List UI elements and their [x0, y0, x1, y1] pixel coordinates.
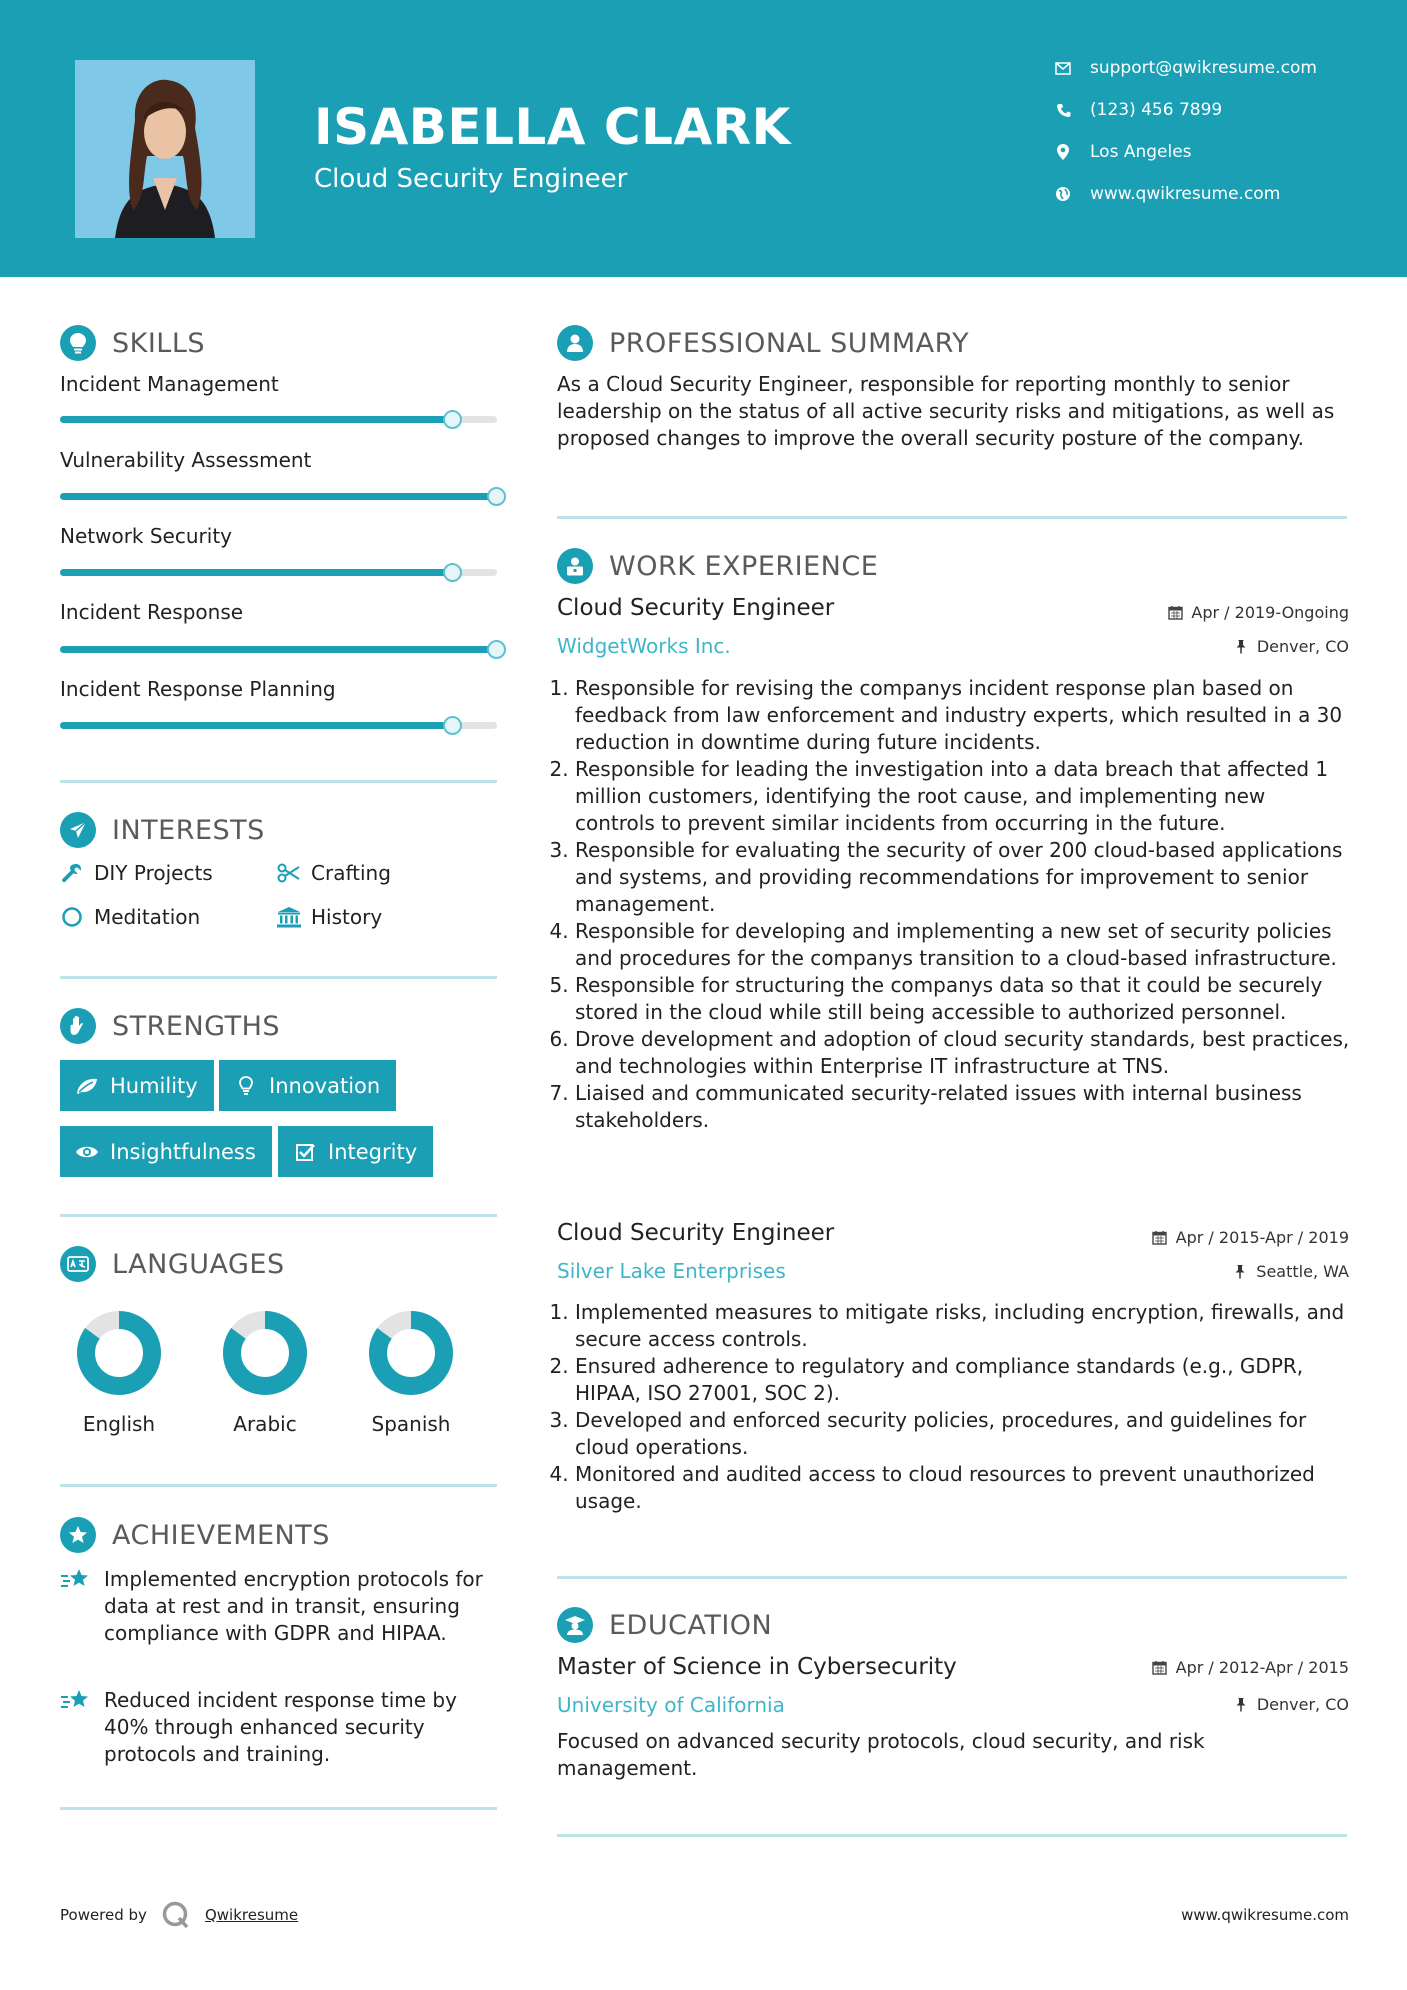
lightbulb-icon: [233, 1075, 259, 1097]
wrench-icon: [60, 861, 84, 885]
skill-bar-knob: [443, 563, 462, 582]
skill-bar-fill: [60, 416, 453, 423]
education-degree: Master of Science in Cybersecurity: [557, 1654, 957, 1680]
envelope-icon: [1052, 57, 1074, 79]
job-duty: 4. Responsible for developing and implementing a new set of security policies and procedures for the companys transition to a cloud-based infrastructure.: [575, 918, 1350, 972]
skill-bar-fill: [60, 722, 453, 729]
section-divider: [557, 516, 1347, 519]
job-duty: 6. Drove development and adoption of cloud security standards, best practices, and technologies within Enterprise IT infrastructure at TNS.: [575, 1026, 1350, 1080]
education-dates: [1151, 1658, 1349, 1677]
achievement-text: Reduced incident response time by 40% through enhanced security protocols and training.: [104, 1688, 457, 1766]
candidate-role: Cloud Security Engineer: [314, 164, 628, 194]
education-text: Focused on advanced security protocols, cloud security, and risk management.: [557, 1729, 1205, 1780]
job-location: [1231, 1262, 1349, 1281]
skill-bar-fill: [60, 646, 497, 653]
skills-title: SKILLS: [112, 327, 206, 359]
profile-photo: [75, 60, 255, 238]
briefcase-user-icon: [557, 548, 593, 584]
language-label: English: [82, 1412, 156, 1436]
achievements-heading: [60, 1517, 330, 1553]
job-duty: 3. Developed and enforced security policies, procedures, and guidelines for cloud operations.: [575, 1407, 1350, 1461]
contact-website[interactable]: [1052, 183, 1280, 205]
section-divider: [60, 1484, 497, 1487]
contact-website-text: www.qwikresume.com: [1090, 184, 1281, 204]
section-divider: [60, 1807, 497, 1810]
strength-tag: [60, 1060, 214, 1111]
education-school: University of California: [557, 1693, 785, 1717]
education-title: EDUCATION: [609, 1609, 773, 1641]
calendar-icon: [1151, 1229, 1169, 1247]
interest-item: [60, 905, 200, 929]
graduate-icon: [557, 1607, 593, 1643]
skill-bar-knob: [443, 716, 462, 735]
experience-title: WORK EXPERIENCE: [609, 550, 879, 582]
powered-by-text: Powered by: [60, 1906, 147, 1924]
job-duty: 5. Responsible for structuring the companys data so that it could be securely stored in the cloud while still being accessible to authorized personnel.: [575, 972, 1350, 1026]
strength-label: Integrity: [328, 1139, 418, 1164]
phone-icon: [1052, 99, 1074, 121]
interest-item: [277, 905, 382, 929]
eye-icon: [74, 1141, 100, 1163]
language-donut: [366, 1308, 456, 1398]
shooting-star-icon: [60, 1687, 92, 1715]
skill-label: Incident Response: [60, 600, 244, 624]
skill-bar-knob: [487, 640, 506, 659]
job-duty: 4. Monitored and audited access to cloud resources to prevent unauthorized usage.: [575, 1461, 1350, 1515]
job-dates-text: Apr / 2019-Ongoing: [1191, 603, 1349, 622]
contact-email-text: support@qwikresume.com: [1090, 58, 1317, 78]
interest-label: History: [311, 905, 383, 929]
section-divider: [557, 1576, 1347, 1579]
section-divider: [60, 780, 497, 783]
footer-branding: [60, 1900, 298, 1930]
leaf-icon: [74, 1075, 100, 1097]
language-donut: [74, 1308, 164, 1398]
skill-bar-knob: [487, 487, 506, 506]
experience-heading: [557, 548, 878, 584]
lightbulb-icon: [60, 325, 96, 361]
qwikresume-link[interactable]: Qwikresume: [204, 1906, 299, 1924]
summary-heading: [557, 325, 969, 361]
interest-item: [60, 861, 213, 885]
contact-location-text: Los Angeles: [1090, 142, 1192, 162]
summary-text: As a Cloud Security Engineer, responsible for reporting monthly to senior leadership on the status of all active security risks and mitigations, as well as proposed changes to improve the overall security posture of the company.: [557, 372, 1335, 450]
interests-title: INTERESTS: [112, 814, 265, 846]
education-location: [1232, 1695, 1349, 1714]
paper-plane-icon: [60, 812, 96, 848]
museum-icon: [277, 905, 301, 929]
skill-bar: [60, 493, 497, 500]
strengths-heading: [60, 1008, 280, 1044]
language-item: [210, 1308, 320, 1436]
job-duties: [575, 675, 1350, 1134]
achievements-title: ACHIEVEMENTS: [112, 1519, 330, 1551]
hand-icon: [60, 1008, 96, 1044]
pushpin-icon: [1231, 1263, 1249, 1281]
job-duty: 3. Responsible for evaluating the security of over 200 cloud-based applications and systems, and providing recommendations for improvement to senior management.: [575, 837, 1350, 918]
interests-heading: [60, 812, 265, 848]
skill-bar: [60, 569, 497, 576]
job-duty: 2. Responsible for leading the investigation into a data breach that affected 1 million customers, identifying the root cause, and implementing new controls to prevent similar incidents from occurring in the future.: [575, 756, 1350, 837]
language-label: Arabic: [233, 1412, 297, 1436]
skill-label: Network Security: [60, 524, 232, 548]
language-donut: [220, 1308, 310, 1398]
user-icon: [557, 325, 593, 361]
job-location: [1232, 637, 1349, 656]
map-pin-icon: [1052, 141, 1074, 163]
languages-heading: [60, 1246, 285, 1282]
skill-label: Incident Response Planning: [60, 677, 336, 701]
shooting-star-icon: [60, 1566, 92, 1594]
checkbox-icon: [292, 1141, 318, 1163]
pushpin-icon: [1232, 638, 1250, 656]
resume-header: [0, 0, 1407, 277]
achievement-item: [60, 1687, 500, 1768]
job-company: WidgetWorks Inc.: [557, 634, 731, 658]
summary-title: PROFESSIONAL SUMMARY: [609, 327, 970, 359]
job-location-text: Seattle, WA: [1256, 1262, 1349, 1281]
skill-bar: [60, 646, 497, 653]
interest-label: Meditation: [94, 905, 201, 929]
job-title: Cloud Security Engineer: [557, 1220, 835, 1246]
qwikresume-logo-icon: [161, 1900, 191, 1930]
pushpin-icon: [1232, 1696, 1250, 1714]
contact-email[interactable]: [1052, 57, 1317, 79]
scissors-icon: [277, 861, 301, 885]
skill-label: Incident Management: [60, 372, 279, 396]
strengths-title: STRENGTHS: [112, 1010, 281, 1042]
calendar-icon: [1151, 1659, 1169, 1677]
skill-bar-fill: [60, 569, 453, 576]
section-divider: [60, 976, 497, 979]
contact-phone-text: (123) 456 7899: [1090, 100, 1223, 120]
footer-website[interactable]: www.qwikresume.com: [1181, 1906, 1349, 1924]
star-badge-icon: [60, 1517, 96, 1553]
job-duty: 1. Responsible for revising the companys incident response plan based on feedback from law enforcement and industry experts, which resulted in a 30 reduction in downtime during future incidents.: [575, 675, 1350, 756]
strength-tag: [219, 1060, 396, 1111]
job-dates-text: Apr / 2015-Apr / 2019: [1175, 1228, 1349, 1247]
strength-label: Insightfulness: [110, 1139, 256, 1164]
job-dates: [1166, 603, 1349, 622]
job-duty: 1. Implemented measures to mitigate risks, including encryption, firewalls, and secure access controls.: [575, 1299, 1350, 1353]
languages-title: LANGUAGES: [112, 1248, 285, 1280]
job-dates: [1151, 1228, 1349, 1247]
section-divider: [557, 1834, 1347, 1837]
language-label: Spanish: [371, 1412, 451, 1436]
skill-bar-fill: [60, 493, 497, 500]
education-location-text: Denver, CO: [1256, 1695, 1349, 1714]
contact-phone[interactable]: [1052, 99, 1222, 121]
skill-bar-knob: [443, 410, 462, 429]
circle-icon: [60, 905, 84, 929]
job-duties: [575, 1299, 1350, 1515]
job-company: Silver Lake Enterprises: [557, 1259, 786, 1283]
section-divider: [60, 1214, 497, 1217]
globe-icon: [1052, 183, 1074, 205]
job-duty: 7. Liaised and communicated security-related issues with internal business stakeholders.: [575, 1080, 1350, 1134]
strength-tag: [60, 1126, 272, 1177]
interest-item: [277, 861, 391, 885]
skill-label: Vulnerability Assessment: [60, 448, 312, 472]
skill-bar: [60, 722, 497, 729]
education-heading: [557, 1607, 772, 1643]
achievement-text: Implemented encryption protocols for data at rest and in transit, ensuring compliance with GDPR and HIPAA.: [104, 1567, 483, 1645]
skill-bar: [60, 416, 497, 423]
language-card-icon: [60, 1246, 96, 1282]
education-dates-text: Apr / 2012-Apr / 2015: [1175, 1658, 1349, 1677]
strength-label: Innovation: [269, 1073, 381, 1098]
candidate-name: ISABELLA CLARK: [314, 98, 791, 156]
language-item: [64, 1308, 174, 1436]
language-item: [356, 1308, 466, 1436]
skills-heading: [60, 325, 205, 361]
job-title: Cloud Security Engineer: [557, 595, 835, 621]
strength-tag: [278, 1126, 433, 1177]
contact-location: [1052, 141, 1192, 163]
interest-label: DIY Projects: [94, 861, 213, 885]
calendar-icon: [1166, 604, 1184, 622]
achievement-item: [60, 1566, 500, 1647]
strength-label: Humility: [110, 1073, 198, 1098]
interest-label: Crafting: [311, 861, 391, 885]
job-duty: 2. Ensured adherence to regulatory and compliance standards (e.g., GDPR, HIPAA, ISO 27001, SOC 2).: [575, 1353, 1350, 1407]
job-location-text: Denver, CO: [1256, 637, 1349, 656]
